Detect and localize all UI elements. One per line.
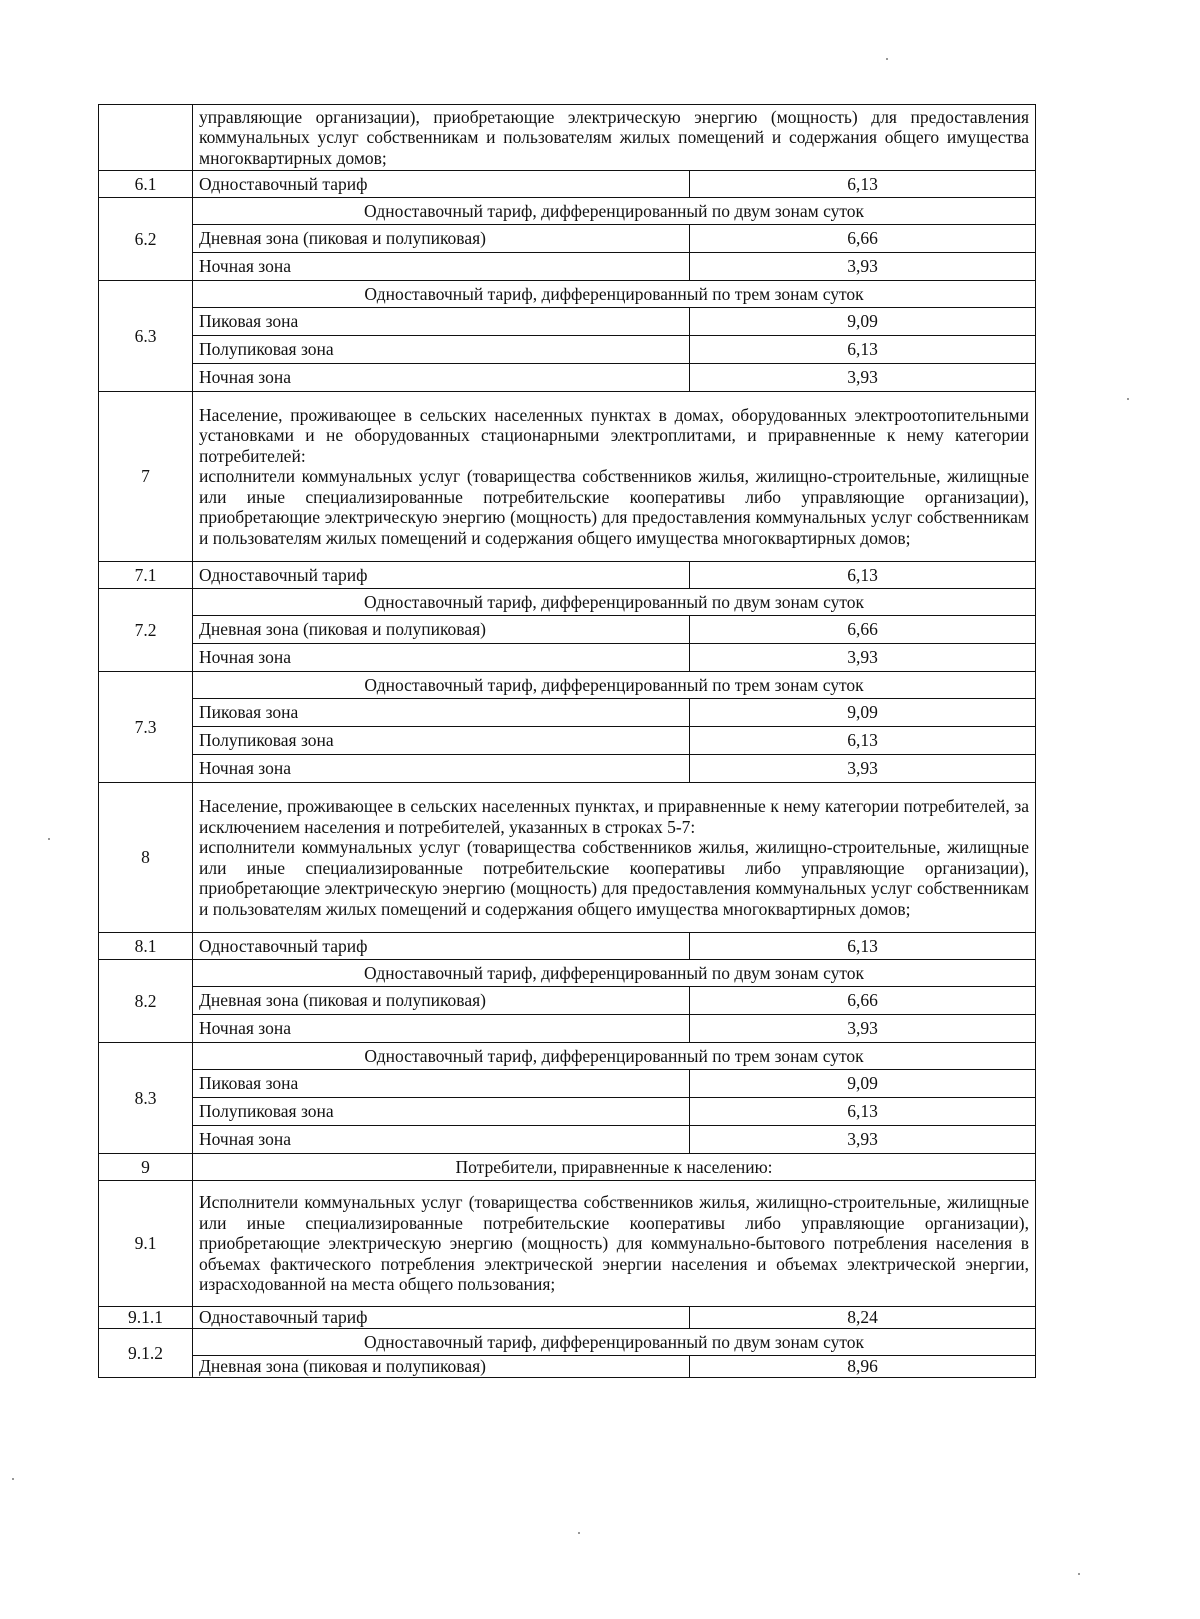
table-row bbox=[99, 198, 1036, 225]
tariff-label: Дневная зона (пиковая и полупиковая) bbox=[193, 616, 690, 644]
tariff-value: 8,24 bbox=[690, 1307, 1036, 1329]
tariff-value: 9,09 bbox=[690, 308, 1036, 336]
row-description: Исполнители коммунальных услуг (товарищества собственников жилья, жилищно-строительные, жилищные или иные специализированные потребительские кооперативы либо управляющие организации), приобретающие электрическую энергию (мощность) для коммунально-бытового потребления населения в объемах фактического потребления электрической энергии населения и объемах электрической энергии, израсходованной на места общего пользования; bbox=[193, 1181, 1036, 1307]
row-number: 7.2 bbox=[99, 589, 193, 672]
tariff-group-header: Одноставочный тариф, дифференцированный по трем зонам суток bbox=[193, 1043, 1036, 1070]
tariff-label: Дневная зона (пиковая и полупиковая) bbox=[193, 987, 690, 1015]
scan-speck bbox=[886, 58, 888, 60]
table-row bbox=[99, 281, 1036, 308]
table-row bbox=[99, 105, 1036, 171]
tariff-label: Полупиковая зона bbox=[193, 336, 690, 364]
row-number: 8.3 bbox=[99, 1043, 193, 1154]
tariff-value: 3,93 bbox=[690, 1126, 1036, 1154]
tariff-label: Дневная зона (пиковая и полупиковая) bbox=[193, 1356, 690, 1378]
row-number: 9.1.1 bbox=[99, 1307, 193, 1329]
table-row bbox=[99, 364, 1036, 392]
row-number: 7.3 bbox=[99, 672, 193, 783]
row-number: 6.3 bbox=[99, 281, 193, 392]
tariff-value: 3,93 bbox=[690, 755, 1036, 783]
tariff-group-header: Одноставочный тариф, дифференцированный по трем зонам суток bbox=[193, 672, 1036, 699]
table-row bbox=[99, 1126, 1036, 1154]
table-row bbox=[99, 336, 1036, 364]
tariff-label: Пиковая зона bbox=[193, 1070, 690, 1098]
tariff-label: Одноставочный тариф bbox=[193, 562, 690, 589]
table-row bbox=[99, 1307, 1036, 1329]
table-row bbox=[99, 933, 1036, 960]
tariff-label: Дневная зона (пиковая и полупиковая) bbox=[193, 225, 690, 253]
tariff-label: Ночная зона bbox=[193, 1126, 690, 1154]
table-row bbox=[99, 562, 1036, 589]
category-subtext: исполнители коммунальных услуг (товарищества собственников жилья, жилищно-строительные, жилищные или иные специализированные потребительские кооперативы либо управляющие организации), приобретающие электрическую энергию (мощность) для предоставления коммунальных услуг собственникам и пользователям жилых помещений и содержания общего имущества многоквартирных домов; bbox=[199, 837, 1029, 919]
tariff-value: 9,09 bbox=[690, 699, 1036, 727]
category-subtext: исполнители коммунальных услуг (товарищества собственников жилья, жилищно-строительные, жилищные или иные специализированные потребительские кооперативы либо управляющие организации), приобретающие электрическую энергию (мощность) для предоставления коммунальных услуг собственникам и пользователям жилых помещений и содержания общего имущества многоквартирных домов; bbox=[199, 466, 1029, 548]
row-number: 8 bbox=[99, 783, 193, 933]
tariff-group-header: Одноставочный тариф, дифференцированный по двум зонам суток bbox=[193, 589, 1036, 616]
row-description: управляющие организации), приобретающие электрическую энергию (мощность) для предоставления коммунальных услуг собственникам и пользователям жилых помещений и содержания общего имущества многоквартирных домов; bbox=[193, 105, 1036, 171]
tariff-value: 6,13 bbox=[690, 336, 1036, 364]
table-row bbox=[99, 1154, 1036, 1181]
row-number: 9.1.2 bbox=[99, 1329, 193, 1378]
tariff-value: 6,66 bbox=[690, 987, 1036, 1015]
tariff-value: 6,13 bbox=[690, 933, 1036, 960]
tariff-label: Полупиковая зона bbox=[193, 1098, 690, 1126]
tariff-value: 3,93 bbox=[690, 253, 1036, 281]
row-number: 8.1 bbox=[99, 933, 193, 960]
row-description bbox=[193, 392, 1036, 562]
scan-speck bbox=[12, 1478, 14, 1480]
row-number: 9.1 bbox=[99, 1181, 193, 1307]
tariff-value: 6,66 bbox=[690, 225, 1036, 253]
tariff-value: 8,96 bbox=[690, 1356, 1036, 1378]
tariff-group-header: Одноставочный тариф, дифференцированный по двум зонам суток bbox=[193, 960, 1036, 987]
tariff-value: 9,09 bbox=[690, 1070, 1036, 1098]
row-number: 7 bbox=[99, 392, 193, 562]
tariff-value: 6,13 bbox=[690, 171, 1036, 198]
tariff-label: Полупиковая зона bbox=[193, 727, 690, 755]
tariff-group-header: Одноставочный тариф, дифференцированный по двум зонам суток bbox=[193, 198, 1036, 225]
table-row bbox=[99, 616, 1036, 644]
table-row bbox=[99, 672, 1036, 699]
table-row bbox=[99, 589, 1036, 616]
table-row bbox=[99, 699, 1036, 727]
row-number-cell bbox=[99, 105, 193, 171]
table-row bbox=[99, 1181, 1036, 1307]
row-number: 9 bbox=[99, 1154, 193, 1181]
category-text: Население, проживающее в сельских населенных пунктах, и приравненные к нему категории потребителей, за исключением населения и потребителей, указанных в строках 5-7: bbox=[199, 796, 1029, 837]
scan-speck bbox=[1078, 1573, 1080, 1575]
row-number: 6.1 bbox=[99, 171, 193, 198]
table-row bbox=[99, 960, 1036, 987]
tariff-value: 6,13 bbox=[690, 562, 1036, 589]
row-number: 6.2 bbox=[99, 198, 193, 281]
tariff-label: Пиковая зона bbox=[193, 308, 690, 336]
table-row bbox=[99, 755, 1036, 783]
table-row bbox=[99, 225, 1036, 253]
row-description bbox=[193, 783, 1036, 933]
tariff-label: Ночная зона bbox=[193, 644, 690, 672]
tariff-group-header: Одноставочный тариф, дифференцированный по двум зонам суток bbox=[193, 1329, 1036, 1356]
row-number: 7.1 bbox=[99, 562, 193, 589]
tariff-value: 6,13 bbox=[690, 727, 1036, 755]
table-row bbox=[99, 644, 1036, 672]
tariff-value: 3,93 bbox=[690, 644, 1036, 672]
tariff-value: 6,66 bbox=[690, 616, 1036, 644]
tariff-table bbox=[98, 104, 1036, 1378]
table-row bbox=[99, 727, 1036, 755]
tariff-value: 3,93 bbox=[690, 1015, 1036, 1043]
table-row bbox=[99, 308, 1036, 336]
scan-speck bbox=[48, 838, 50, 840]
tariff-label: Ночная зона bbox=[193, 253, 690, 281]
table-row bbox=[99, 1043, 1036, 1070]
table-row bbox=[99, 1356, 1036, 1378]
table-row bbox=[99, 253, 1036, 281]
tariff-label: Ночная зона bbox=[193, 1015, 690, 1043]
table-row bbox=[99, 1070, 1036, 1098]
table-row bbox=[99, 1329, 1036, 1356]
table-row bbox=[99, 392, 1036, 562]
table-row bbox=[99, 783, 1036, 933]
table-row bbox=[99, 987, 1036, 1015]
table-row bbox=[99, 1015, 1036, 1043]
scan-speck bbox=[578, 1532, 580, 1534]
row-number: 8.2 bbox=[99, 960, 193, 1043]
table-row bbox=[99, 1098, 1036, 1126]
tariff-label: Ночная зона bbox=[193, 755, 690, 783]
tariff-label: Одноставочный тариф bbox=[193, 1307, 690, 1329]
category-text: Население, проживающее в сельских населенных пунктах в домах, оборудованных электроотопительными установками и не оборудованных стационарными электроплитами, и приравненные к нему категории потребителей: bbox=[199, 404, 1029, 466]
tariff-label: Пиковая зона bbox=[193, 699, 690, 727]
tariff-label: Одноставочный тариф bbox=[193, 933, 690, 960]
tariff-label: Ночная зона bbox=[193, 364, 690, 392]
scan-speck bbox=[1127, 398, 1129, 400]
tariff-label: Одноставочный тариф bbox=[193, 171, 690, 198]
tariff-value: 6,13 bbox=[690, 1098, 1036, 1126]
category-heading: Потребители, приравненные к населению: bbox=[193, 1154, 1036, 1181]
table-row bbox=[99, 171, 1036, 198]
tariff-value: 3,93 bbox=[690, 364, 1036, 392]
tariff-group-header: Одноставочный тариф, дифференцированный по трем зонам суток bbox=[193, 281, 1036, 308]
